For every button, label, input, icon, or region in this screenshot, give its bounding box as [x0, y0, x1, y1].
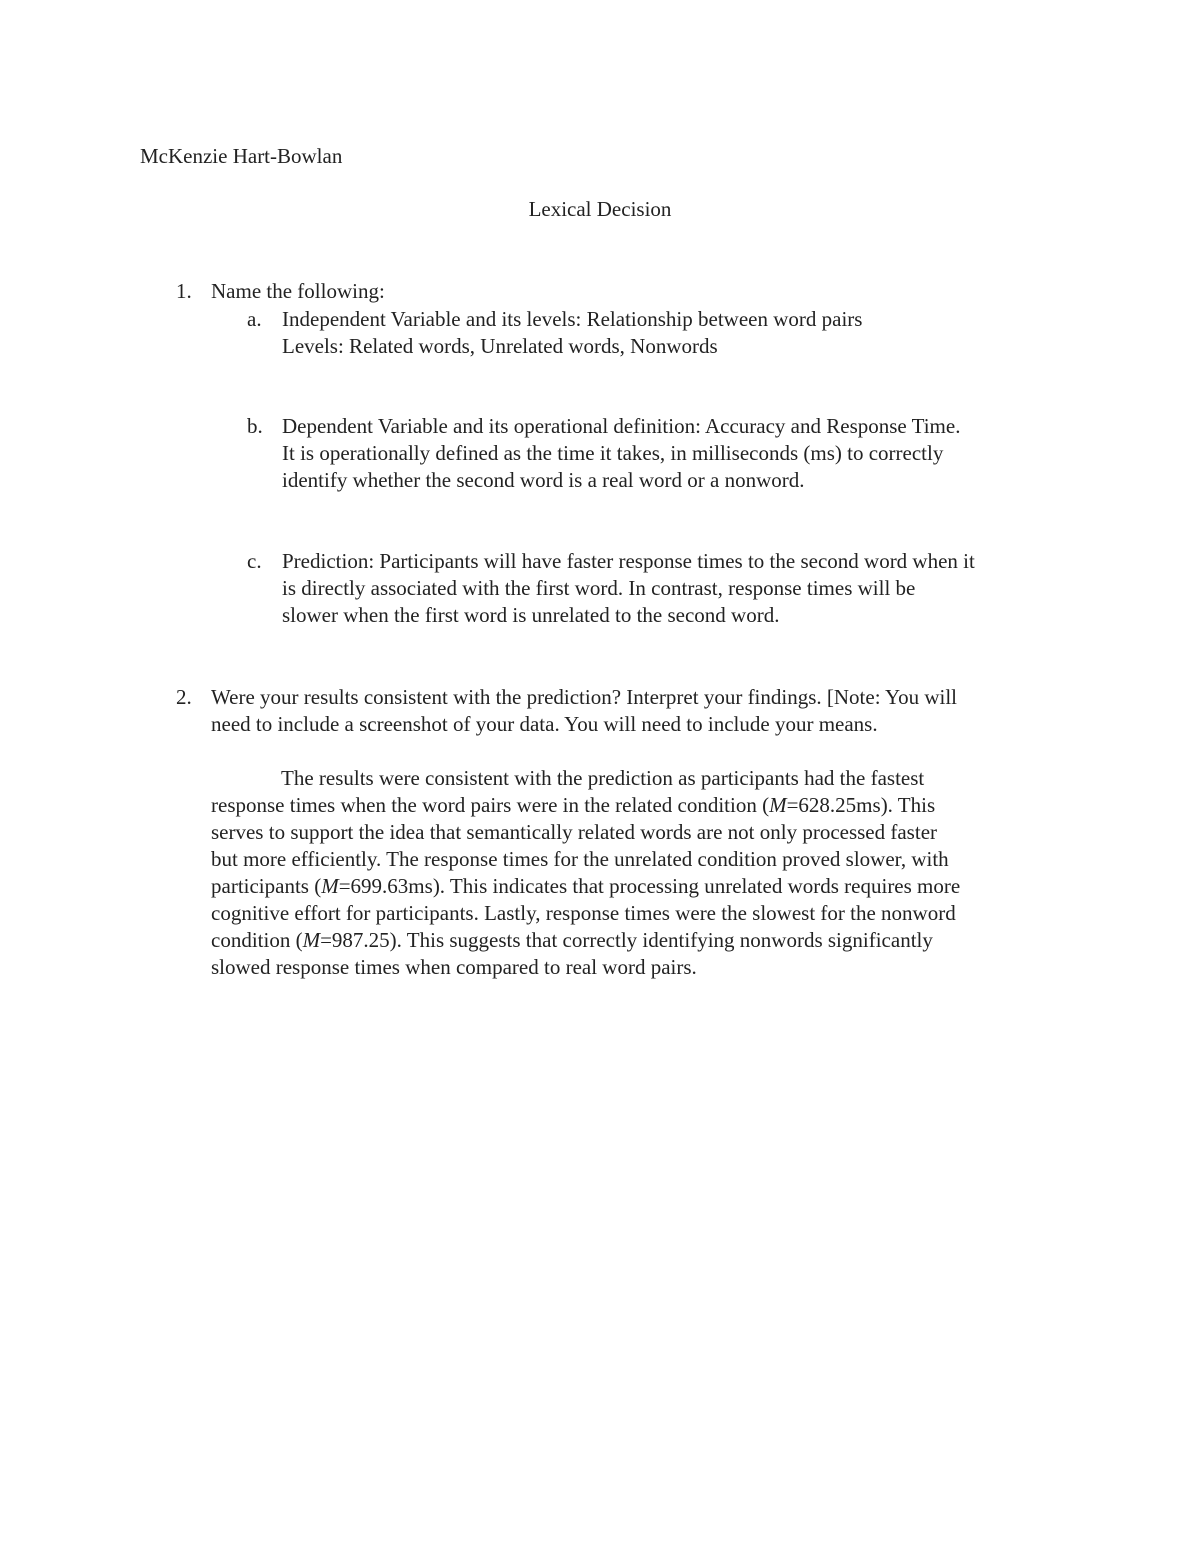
item-c-line: slower when the first word is unrelated to the second word. — [282, 603, 780, 627]
item-c-text — [282, 548, 975, 629]
answer-text: participants ( — [211, 874, 322, 898]
author-name: McKenzie Hart-Bowlan — [140, 144, 343, 168]
item-c-line: is directly associated with the first word. In contrast, response times will be — [282, 576, 916, 600]
answer-line: The results were consistent with the prediction as participants had the fastest — [281, 766, 925, 790]
item-c-marker: c. — [247, 549, 262, 573]
mean-symbol: M — [302, 928, 321, 952]
answer-line: but more efficiently. The response times for the unrelated condition proved slower, with — [211, 847, 949, 871]
answer-line — [211, 792, 960, 819]
item-b-line: It is operationally defined as the time it takes, in milliseconds (ms) to correctly — [282, 441, 944, 465]
item-a-line: Levels: Related words, Unrelated words, Nonwords — [282, 334, 718, 358]
answer-paragraph — [211, 765, 960, 981]
item-b-marker: b. — [247, 414, 263, 438]
question-2-number: 2. — [176, 685, 192, 709]
question-2-line: Were your results consistent with the prediction? Interpret your findings. [Note: You will — [211, 685, 958, 709]
answer-text: =987.25). This suggests that correctly identifying nonwords significantly — [320, 928, 933, 952]
item-c-line: Prediction: Participants will have faster response times to the second word when it — [282, 549, 975, 573]
question-2-line: need to include a screenshot of your data. You will need to include your means. — [211, 712, 878, 736]
item-a-text — [282, 306, 862, 360]
question-1-number: 1. — [176, 279, 192, 303]
document-title: Lexical Decision — [528, 197, 672, 221]
answer-line: slowed response times when compared to real word pairs. — [211, 955, 697, 979]
answer-line — [211, 927, 960, 954]
item-b-line: Dependent Variable and its operational definition: Accuracy and Response Time. — [282, 414, 961, 438]
answer-line — [211, 873, 960, 900]
question-1-text: Name the following: — [211, 279, 385, 303]
item-b-line: identify whether the second word is a real word or a nonword. — [282, 468, 805, 492]
answer-line: cognitive effort for participants. Lastly, response times were the slowest for the nonword — [211, 901, 956, 925]
mean-symbol: M — [321, 874, 339, 898]
mean-symbol: M — [769, 793, 787, 817]
item-a-line: Independent Variable and its levels: Relationship between word pairs — [282, 307, 863, 331]
answer-text: =628.25ms). This — [786, 793, 936, 817]
item-b-text — [282, 413, 960, 494]
answer-text: response times when the word pairs were in the related condition ( — [211, 793, 770, 817]
answer-text: =699.63ms). This indicates that processing unrelated words requires more — [338, 874, 961, 898]
item-a-marker: a. — [247, 307, 262, 331]
answer-text: condition ( — [211, 928, 303, 952]
answer-line: serves to support the idea that semantically related words are not only processed faster — [211, 820, 938, 844]
question-2-text — [211, 684, 957, 738]
